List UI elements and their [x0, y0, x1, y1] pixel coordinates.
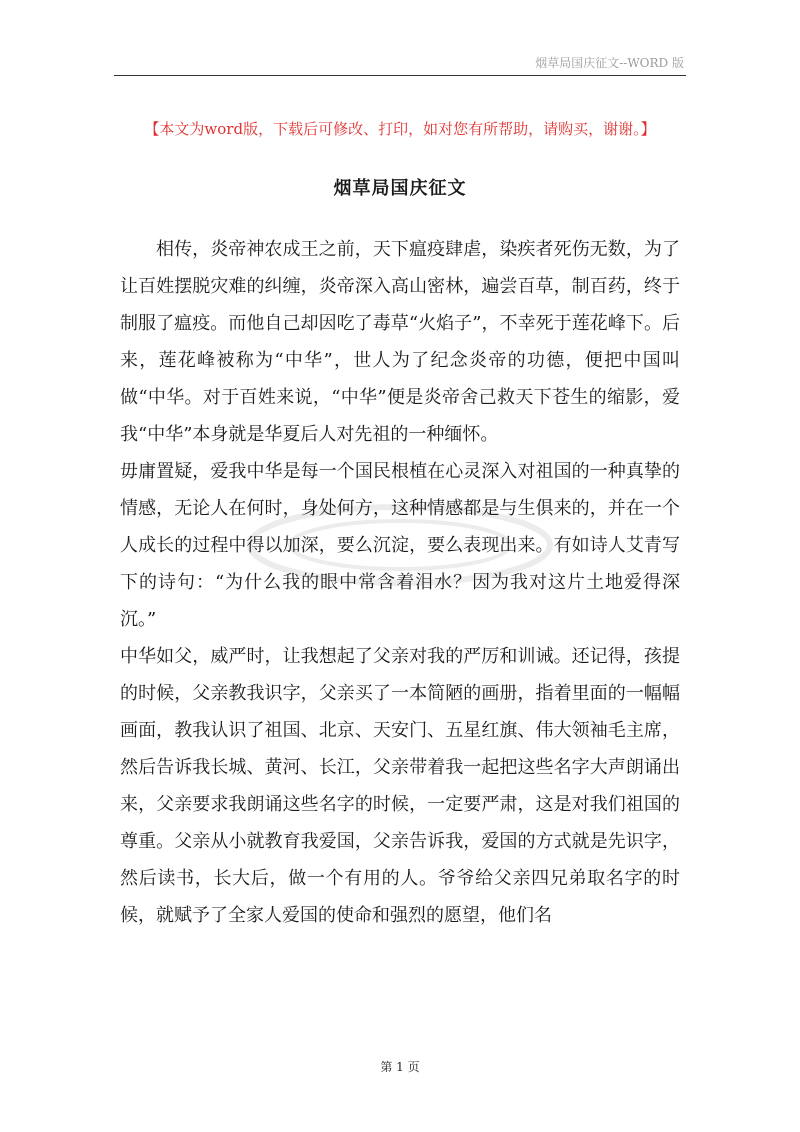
document-title: 烟草局国庆征文: [333, 178, 467, 199]
paragraph: 中华如父，威严时，让我想起了父亲对我的严厉和训诫。还记得，孩提的时候，父亲教我识字，父亲买了一本简陋的画册，指着里面的一幅幅画面，教我认识了祖国、北京、天安门、五星红旗、伟大领袖毛主席，然后告诉我长城、黄河、长江，父亲带着我一起把这些名字大声朗诵出来，父亲要求我朗诵这些名字的时候，一定要严肃，这是对我们祖国的尊重。父亲从小就教育我爱国，父亲告诉我，爱国的方式就是先识字，然后读书，长大后，做一个有用的人。爷爷给父亲四兄弟取名字的时候，就赋予了全家人爱国的使命和强烈的愿望，他们名: [120, 646, 680, 926]
page-number: 第 1 页: [380, 1060, 420, 1074]
paragraph: 相传，炎帝神农成王之前，天下瘟疫肆虐，染疾者死伤无数，为了让百姓摆脱灾难的纠缠，炎帝深入高山密林，遍尝百草，制百药，终于制服了瘟疫。而他自己却因吃了毒草“火焰子”，不幸死于莲花峰下。后来，莲花峰被称为“中华”，世人为了纪念炎帝的功德，便把中国叫做“中华。对于百姓来说，“中华”便是炎帝舍己救天下苍生的缩影，爱我“中华”本身就是华夏后人对先祖的一种缅怀。: [120, 239, 680, 445]
header-divider: [114, 75, 686, 76]
download-notice: 【本文为word版，下载后可修改、打印，如对您有所帮助，请购买，谢谢。】: [144, 120, 656, 138]
paragraph: 毋庸置疑，爱我中华是每一个国民根植在心灵深入对祖国的一种真挚的情感，无论人在何时，身处何方，这种情感都是与生俱来的，并在一个人成长的过程中得以加深，要么沉淀，要么表现出来。有如诗人艾青写下的诗句：“为什么我的眼中常含着泪水？因为我对这片土地爱得深沉。”: [120, 461, 680, 630]
document-body: [120, 231, 680, 934]
running-header: 烟草局国庆征文--WORD 版: [535, 56, 684, 70]
